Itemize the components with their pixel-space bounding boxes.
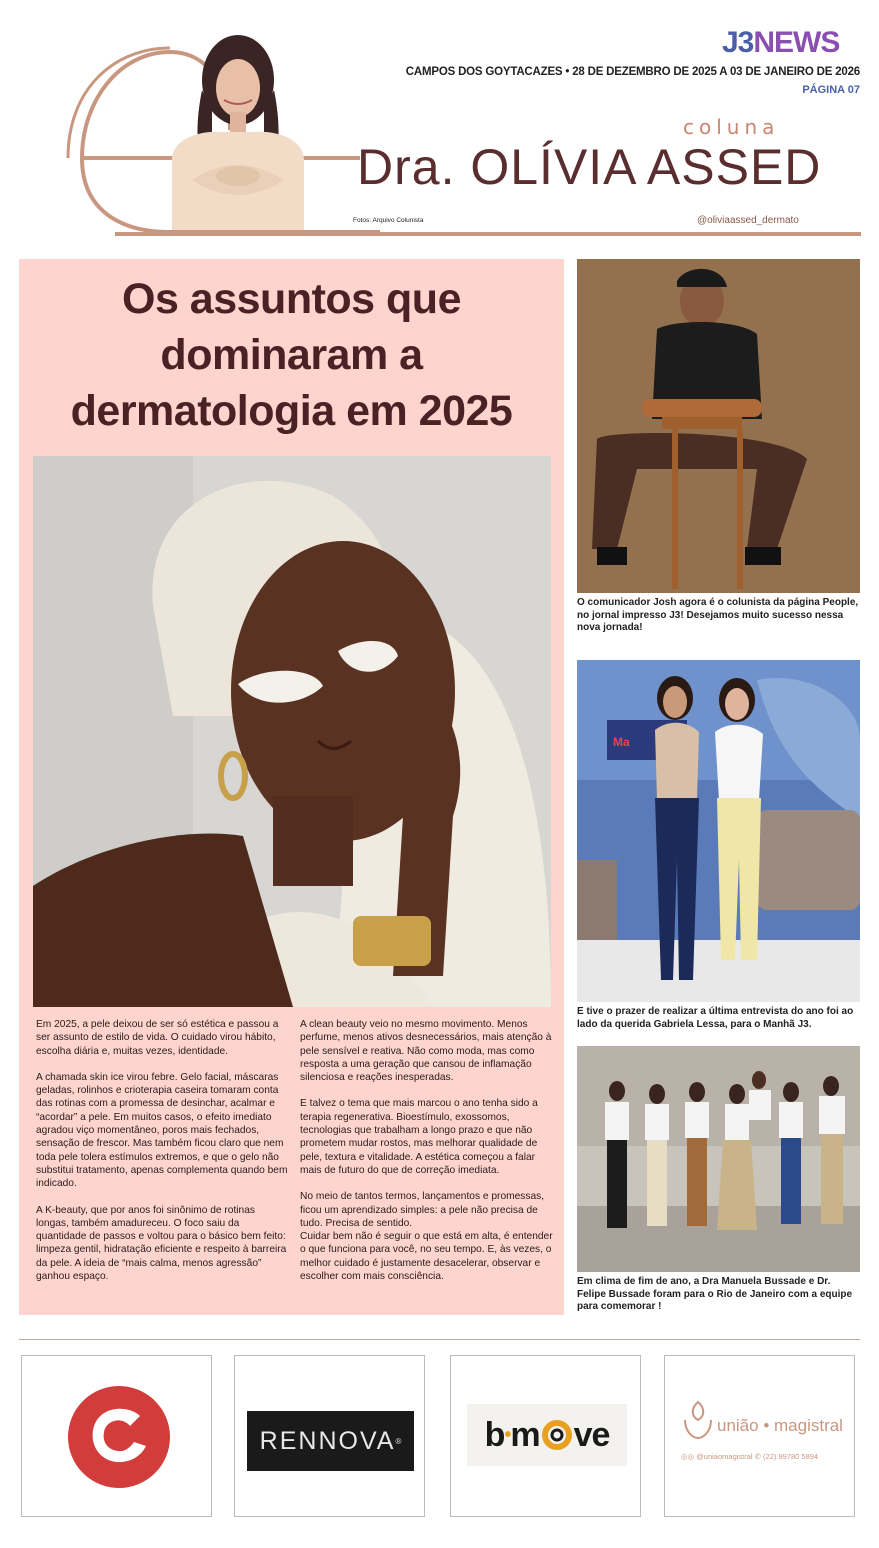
article-paragraph: A clean beauty veio no mesmo movimento. Menos perfume, menos ativos desnecessários, mais atenção à pele sensível e reativa. Não como moda, mas como resposta a uma geração que cansou de inflamação silenciosa e reações inesperadas. — [300, 1019, 552, 1084]
logo-j3-text: J3 — [722, 26, 754, 59]
ad-c-logo[interactable] — [21, 1355, 212, 1517]
side-photo-josh — [577, 259, 860, 593]
article-paragraph: A chamada skin ice virou febre. Gelo facial, máscaras geladas, rolinhos e crioterapia caseira tomaram conta das rotinas com a promessa de desinchar, acalmar e “acordar” a pele. Em muitos casos, o efeito imediato agradou viço momentâneo, poros mais fechados, sensação de frescor. Mas também ficou claro que nem toda pele tolera estímulos extremos, e que o gelo não substitui tratamento, apenas complementa quando bem indicado. — [36, 1071, 288, 1190]
bmove-o-icon — [540, 1418, 574, 1452]
rennova-text: RENNOVA — [259, 1426, 396, 1455]
headline-line-2: dominaram a — [160, 331, 423, 379]
article-paragraph: E talvez o tema que mais marcou o ano tenha sido a terapia regenerativa. Bioestímulo, exossomos, tecnologias que trabalham a longo prazo e que não prometem mudar rostos, mas melhorar qualidade de pele, textura e vitalidade. A estética começou a falar mais de futuro do que de correção imediata. — [300, 1098, 538, 1176]
article-column-1 — [36, 1018, 290, 1296]
article-paragraph: Cuidar bem não é seguir o que está em alta, é entender o que funciona para você, no seu tempo. E, às vezes, o melhor cuidado é justamente desacelerar, observar e escolher com mais consciência. — [300, 1231, 553, 1283]
rennova-logo — [247, 1411, 414, 1471]
caption-josh: O comunicador Josh agora é o colunista da página People, no jornal impresso J3! Desejamos muito sucesso nessa nova jornada! — [577, 597, 859, 633]
tv-screen-text: Ma — [613, 735, 630, 749]
hero-photo — [33, 456, 551, 1007]
rennova-registered: ® — [395, 1436, 402, 1446]
ad-rennova[interactable] — [234, 1355, 425, 1517]
bmove-b: b — [484, 1415, 505, 1454]
article-paragraph: A K-beauty, que por anos foi sinônimo de rotinas longas, também amadureceu. O foco saiu da quantidade de passos e voltou para o básico bem feito: limpeza gentil, hidratação eficiente e respeito à barreira da pele. A ideia de “mais calma, menos agressão” ganhou espaço. — [36, 1204, 287, 1283]
uniao-leaf-icon — [681, 1400, 715, 1440]
c-brand-logo-icon — [22, 1356, 213, 1518]
whatsapp-icon: ✆ — [752, 1452, 764, 1461]
bmove-ve: ve — [573, 1415, 610, 1454]
column-label: coluna — [683, 115, 780, 139]
footer-divider — [19, 1339, 860, 1340]
uniao-contact-social: @uniaomagistral — [696, 1452, 753, 1461]
columnist-photo — [162, 30, 314, 230]
article-column-2 — [300, 1018, 554, 1296]
caption-team: Em clima de fim de ano, a Dra Manuela Bussade e Dr. Felipe Bussade foram para o Rio de Janeiro com a equipe para comemorar ! — [577, 1276, 853, 1312]
bmove-m: m — [510, 1415, 540, 1454]
article-paragraph: No meio de tantos termos, lançamentos e promessas, ficou um aprendizado simples: a pele não precisa de tudo. Precisa de sentido. — [300, 1191, 545, 1229]
ad-bmove[interactable] — [450, 1355, 641, 1517]
main-article — [19, 259, 564, 1315]
logo-news-text: NEWS — [753, 26, 840, 59]
j3news-logo[interactable] — [722, 26, 839, 60]
bmove-dot: • — [504, 1423, 511, 1446]
ad-uniao-magistral[interactable] — [664, 1355, 855, 1517]
headline-line-3: dermatologia em 2025 — [70, 387, 513, 435]
instagram-icon: ◎◎ — [681, 1452, 697, 1461]
article-headline — [19, 271, 564, 439]
social-handle[interactable]: @oliviaassed_dermato — [697, 215, 799, 226]
article-paragraph: Em 2025, a pele deixou de ser só estética e passou a ser assunto de estilo de vida. O cuidado virou hábito, escolha diária e, muitas vezes, identidade. — [36, 1019, 279, 1057]
headline-line-1: Os assuntos que — [122, 275, 461, 323]
uniao-name: união • magistral — [717, 1416, 843, 1435]
header-rule — [115, 232, 861, 236]
columnist-name: Dra. OLÍVIA ASSED — [357, 139, 822, 195]
header-date-line: CAMPOS DOS GOYTACAZES • 28 DE DEZEMBRO DE 2025 A 03 DE JANEIRO DE 2026 — [405, 66, 860, 78]
side-photo-interview — [577, 660, 860, 1002]
side-photo-team — [577, 1046, 860, 1272]
uniao-contact — [681, 1452, 818, 1461]
page-number: PÁGINA 07 — [802, 84, 860, 96]
photo-credit: Fotos: Arquivo Colunista — [353, 217, 424, 224]
caption-interview: E tive o prazer de realizar a última entrevista do ano foi ao lado da querida Gabriela Lessa, para o Manhã J3. — [577, 1006, 854, 1030]
bmove-logo — [467, 1404, 627, 1466]
uniao-contact-phone: (22) 99780 5894 — [763, 1452, 819, 1461]
